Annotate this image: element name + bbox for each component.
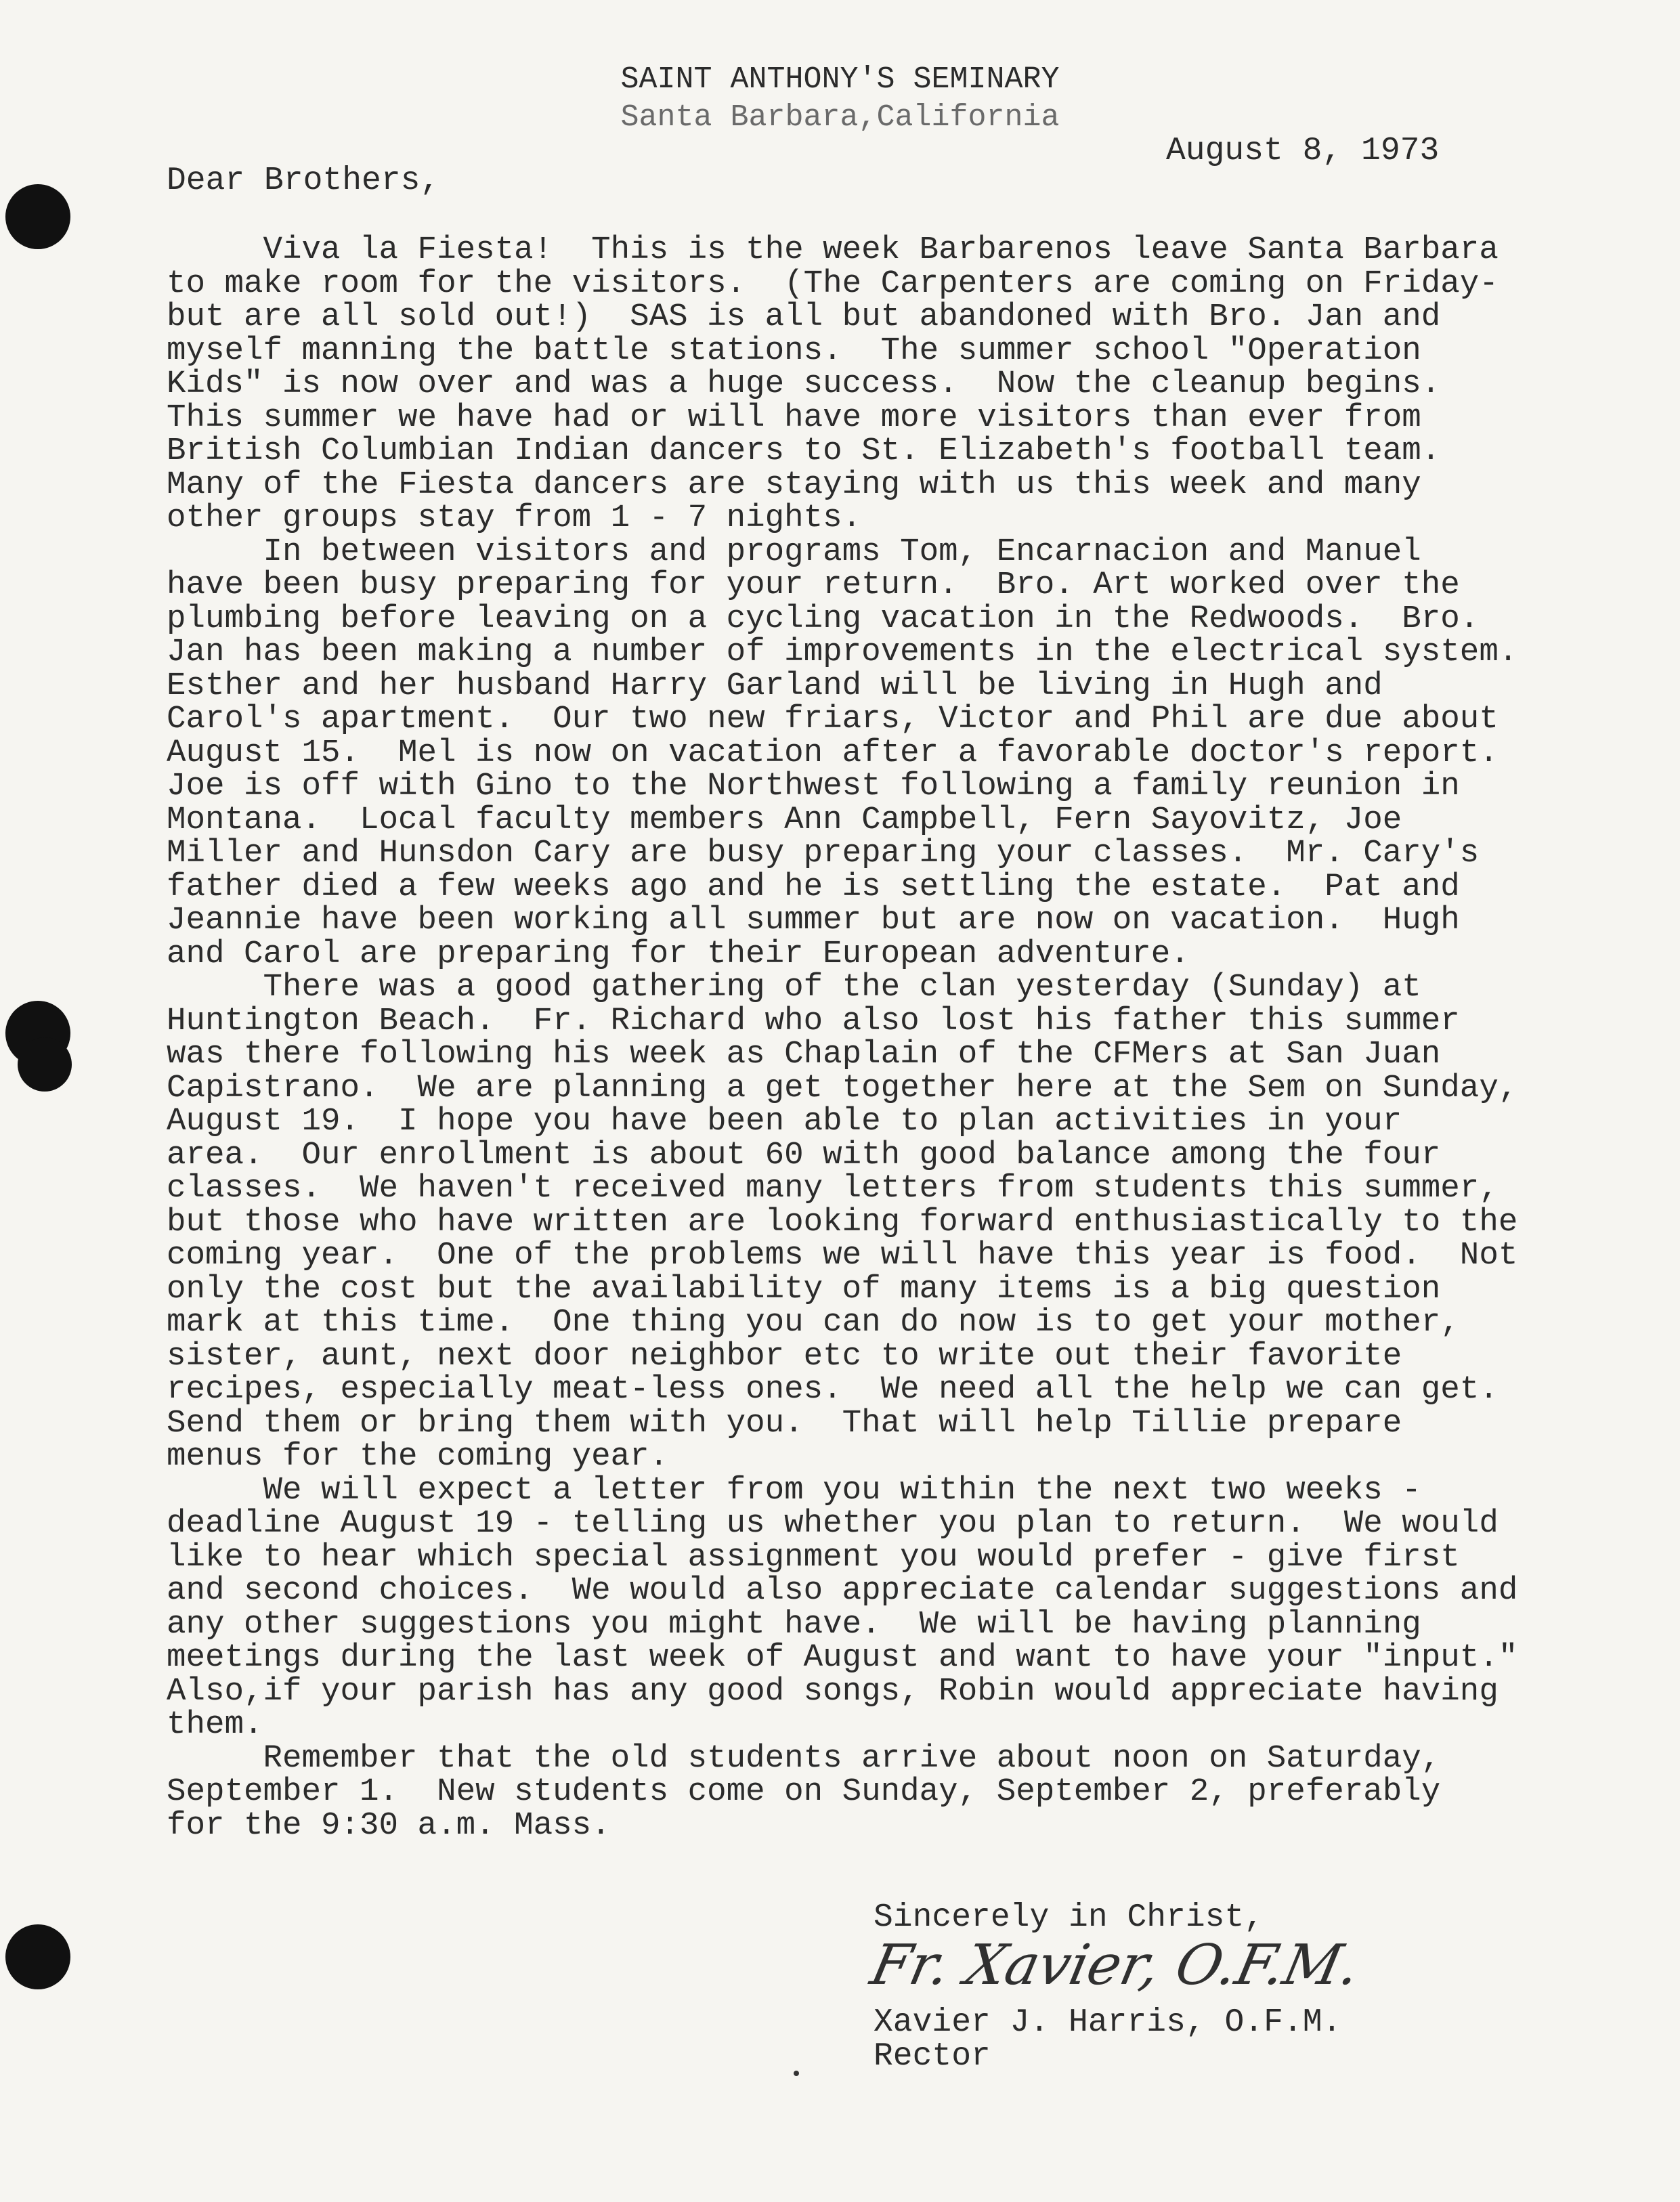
body-line: father died a few weeks ago and he is settling the estate. Pat and (167, 868, 1460, 905)
body-line: plumbing before leaving on a cycling vacation in the Redwoods. Bro. (167, 600, 1480, 637)
body-line: to make room for the visitors. (The Carpenters are coming on Friday- (167, 265, 1499, 302)
body-line: meetings during the last week of August and want to have your "input." (167, 1639, 1518, 1676)
body-line: and second choices. We would also appreciate calendar suggestions and (167, 1572, 1518, 1609)
punch-hole-middle-2 (18, 1037, 72, 1092)
body-line: Many of the Fiesta dancers are staying with us this week and many (167, 466, 1421, 503)
body-line: recipes, especially meat-less ones. We need all the help we can get. (167, 1371, 1499, 1408)
body-line: was there following his week as Chaplain of the CFMers at San Juan (167, 1036, 1441, 1073)
body-line: deadline August 19 - telling us whether you plan to return. We would (167, 1505, 1499, 1542)
punch-hole-top (5, 184, 70, 249)
signer-title: Rector (874, 2038, 991, 2075)
body-line: Kids" is now over and was a huge success. Now the cleanup begins. (167, 366, 1441, 402)
body-line: classes. We haven't received many letters from students this summer, (167, 1170, 1499, 1207)
salutation: Dear Brothers, (167, 163, 440, 199)
letterhead-location: Santa Barbara,California (620, 100, 1060, 135)
body-line: This summer we have had or will have more visitors than ever from (167, 399, 1421, 436)
body-line: Also,if your parish has any good songs, Robin would appreciate having (167, 1672, 1499, 1710)
body-line: Carol's apartment. Our two new friars, Victor and Phil are due about (167, 701, 1499, 737)
body-line: Joe is off with Gino to the Northwest following a family reunion in (167, 768, 1460, 804)
stray-mark (794, 2071, 799, 2076)
body-line: There was a good gathering of the clan yesterday (Sunday) at (167, 969, 1421, 1006)
body-line: area. Our enrollment is about 60 with good balance among the four (167, 1136, 1441, 1173)
body-line: menus for the coming year. (167, 1438, 669, 1475)
body-line: September 1. New students come on Sunday, September 2, preferably (167, 1773, 1441, 1810)
body-line: other groups stay from 1 - 7 nights. (167, 500, 862, 536)
body-line: In between visitors and programs Tom, Encarnacion and Manuel (167, 533, 1421, 570)
body-line: them. (167, 1706, 263, 1743)
body-line: for the 9:30 a.m. Mass. (167, 1807, 611, 1844)
body-line: Montana. Local faculty members Ann Campbell, Fern Sayovitz, Joe (167, 801, 1402, 838)
signer-name: Xavier J. Harris, O.F.M. (874, 2004, 1342, 2041)
body-line: like to hear which special assignment you would prefer - give first (167, 1538, 1460, 1576)
body-line: Send them or bring them with you. That will help Tillie prepare (167, 1404, 1402, 1442)
body-line: Huntington Beach. Fr. Richard who also lost his father this summer (167, 1002, 1460, 1039)
body-line: Viva la Fiesta! This is the week Barbarenos leave Santa Barbara (167, 232, 1499, 268)
body-line: Jeannie have been working all summer but are now on vacation. Hugh (167, 902, 1460, 938)
punch-hole-bottom (5, 1924, 70, 1989)
body-line: August 15. Mel is now on vacation after a favorable doctor's report. (167, 734, 1499, 771)
body-line: myself manning the battle stations. The summer school "Operation (167, 332, 1421, 369)
body-line: Remember that the old students arrive about noon on Saturday, (167, 1740, 1441, 1777)
body-line: sister, aunt, next door neighbor etc to write out their favorite (167, 1337, 1402, 1375)
body-line: Capistrano. We are planning a get together here at the Sem on Sunday, (167, 1069, 1518, 1106)
body-line: Jan has been making a number of improvements in the electrical system. (167, 634, 1518, 670)
body-line: coming year. One of the problems we will have this year is food. Not (167, 1237, 1518, 1274)
handwritten-signature: Fr. Xavier, O.F.M. (865, 1933, 1366, 1998)
body-line: We will expect a letter from you within the next two weeks - (167, 1471, 1421, 1509)
body-line: British Columbian Indian dancers to St. Elizabeth's football team. (167, 433, 1441, 469)
closing: Sincerely in Christ, (874, 1899, 1264, 1936)
body-line: Miller and Hunsdon Cary are busy preparing your classes. Mr. Cary's (167, 835, 1480, 871)
body-line: Esther and her husband Harry Garland will be living in Hugh and (167, 667, 1383, 704)
body-line: but those who have written are looking forward enthusiastically to the (167, 1203, 1518, 1240)
body-line: and Carol are preparing for their European adventure. (167, 935, 1190, 972)
body-line: mark at this time. One thing you can do now is to get your mother, (167, 1304, 1460, 1341)
letter-body (167, 234, 1517, 1842)
body-line: any other suggestions you might have. We will be having planning (167, 1605, 1421, 1643)
body-line: only the cost but the availability of many items is a big question (167, 1270, 1441, 1308)
body-line: have been busy preparing for your return. Bro. Art worked over the (167, 567, 1460, 603)
letter-date: August 8, 1973 (1166, 133, 1440, 169)
body-line: August 19. I hope you have been able to plan activities in your (167, 1103, 1402, 1140)
body-line: but are all sold out!) SAS is all but abandoned with Bro. Jan and (167, 299, 1441, 335)
letterhead-org: SAINT ANTHONY'S SEMINARY (620, 62, 1060, 97)
